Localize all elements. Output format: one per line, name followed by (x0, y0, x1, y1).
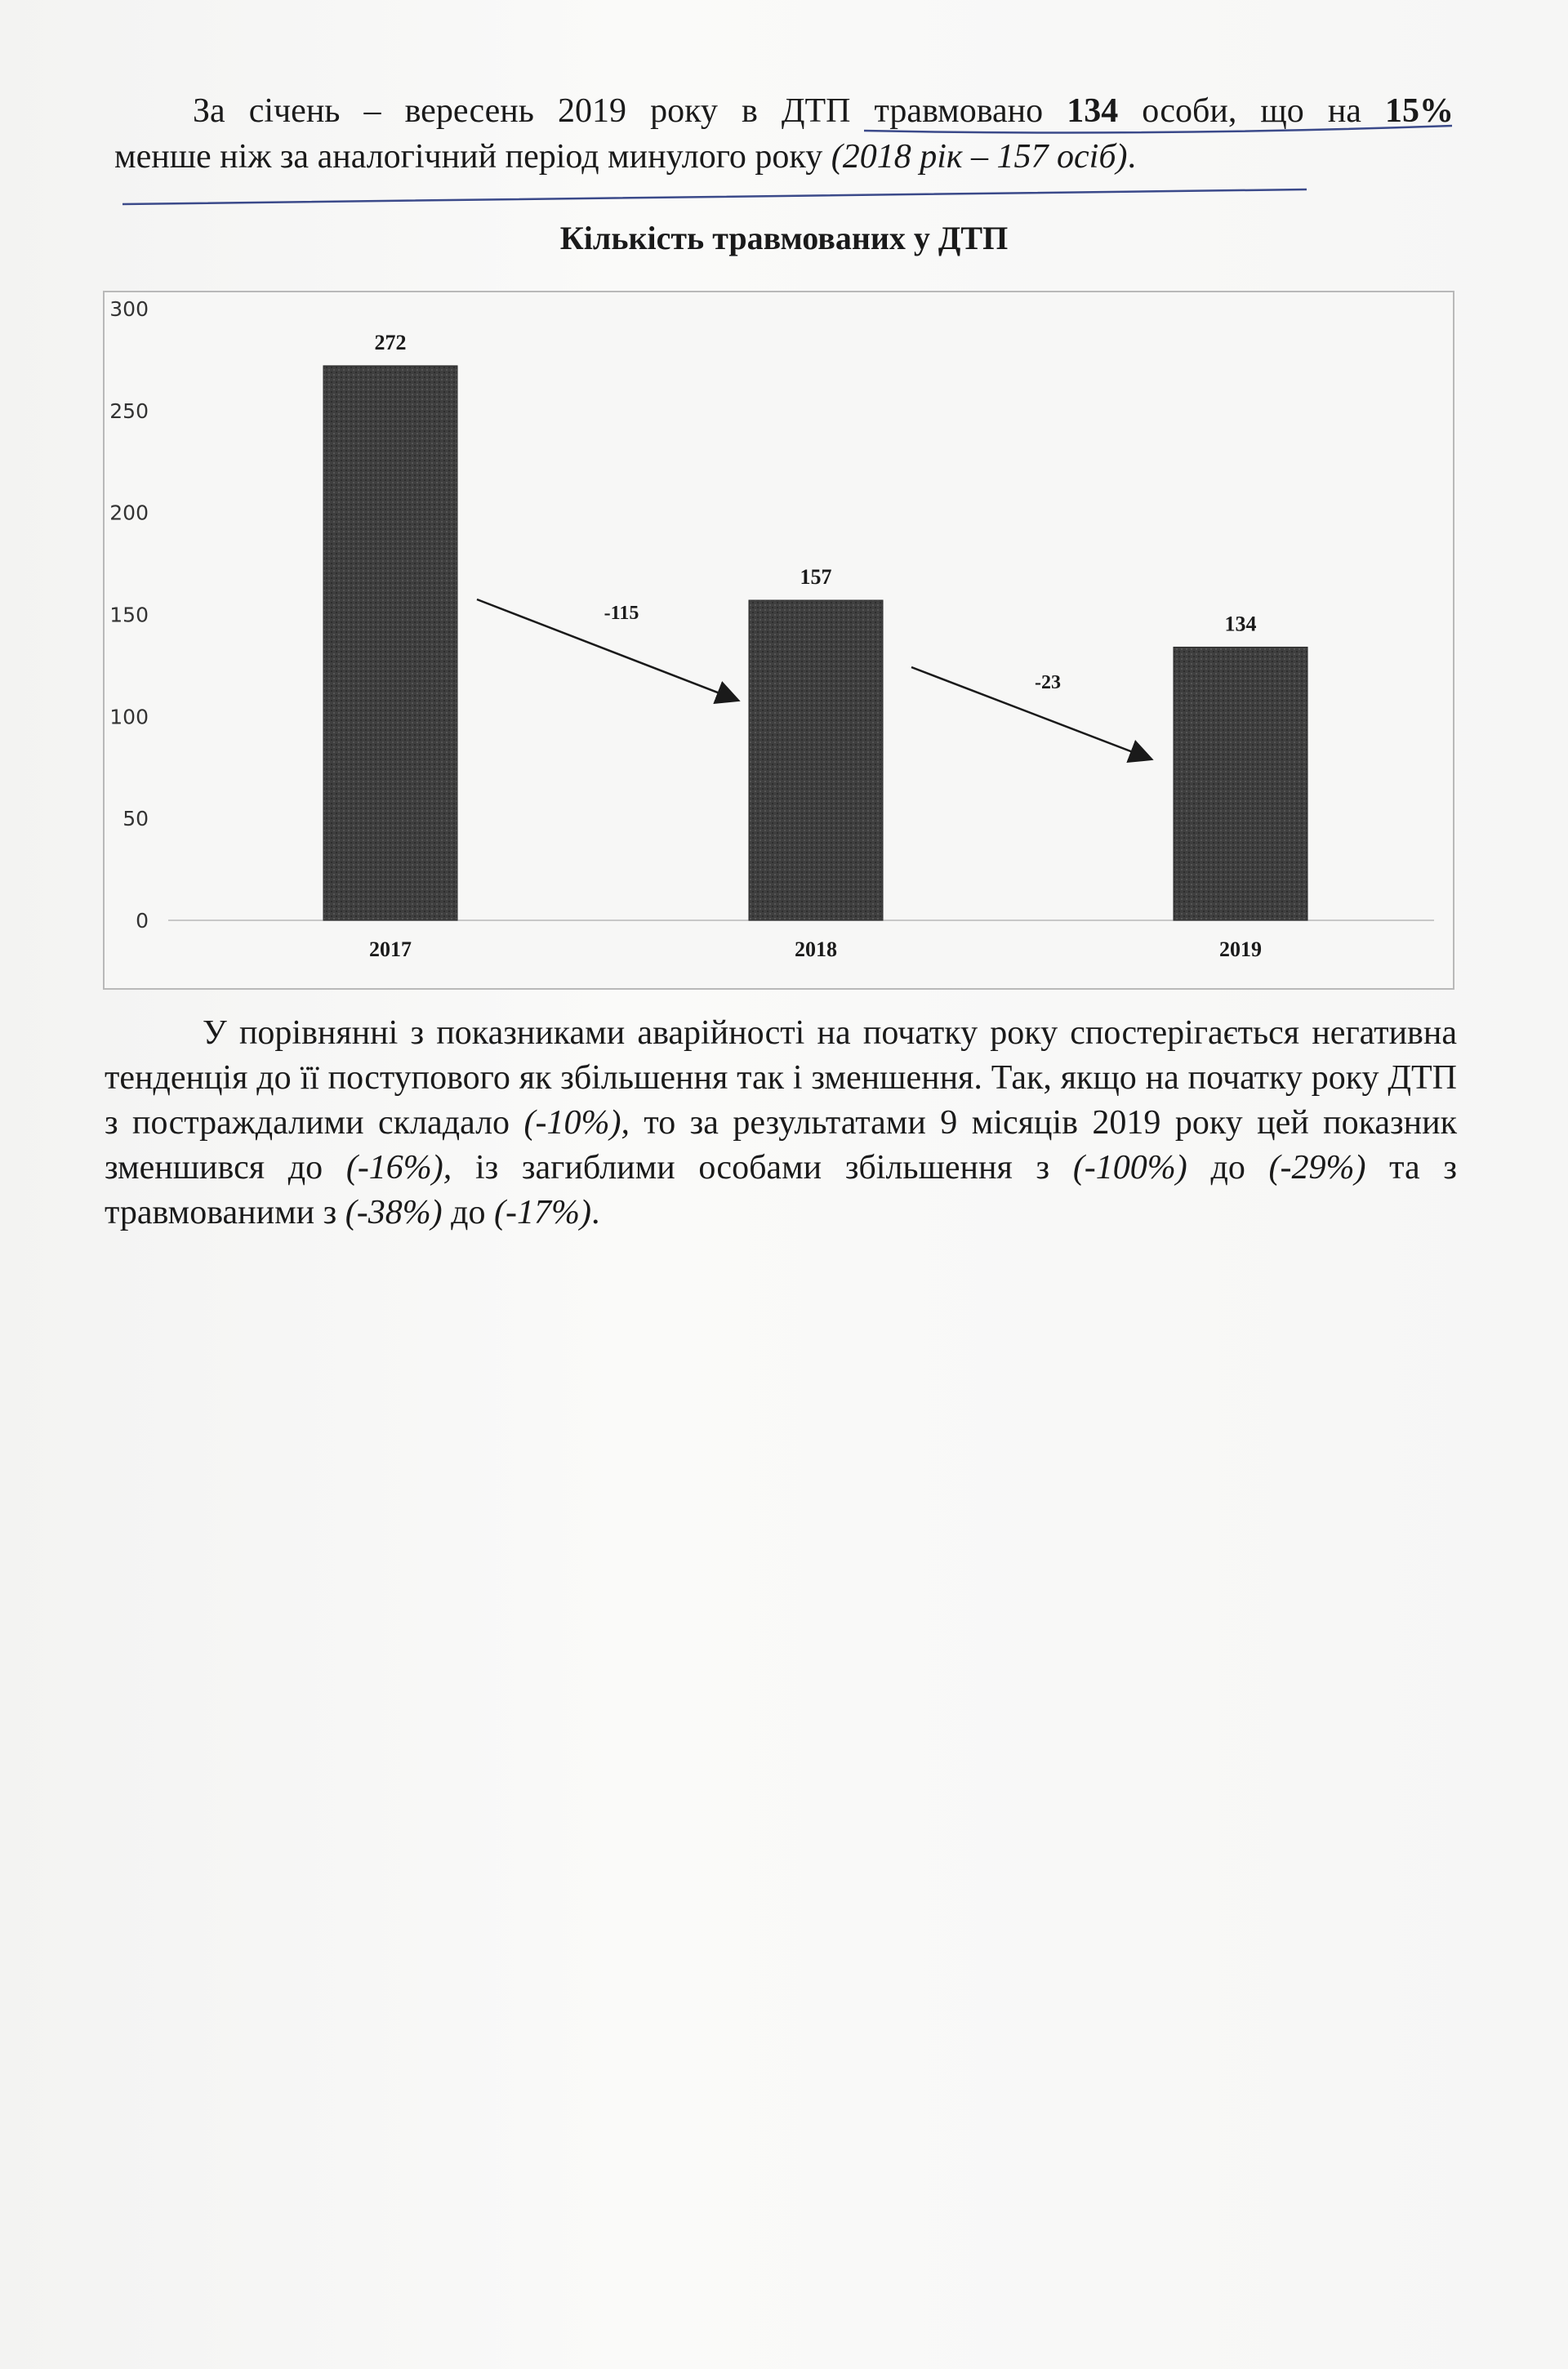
decrease-percent: 15% (1385, 92, 1454, 130)
analysis-text-2: то за результатами 9 місяців 2019 року цей показник зменшився до (105, 1104, 1457, 1187)
data-labels (375, 331, 1257, 636)
analysis-text-4: до (1187, 1149, 1269, 1187)
analysis-text-1: У порівнянні з показниками аварійності на початку року спостерігається негативна тенденція до її поступового як збільшення так і зменшення. Так, якщо на початку року ДТП з постраждалими складало (105, 1014, 1457, 1142)
injured-count: 134 (1067, 92, 1119, 130)
injured-start-percent: (-38%) (345, 1194, 443, 1231)
trend-arrow-2 (911, 667, 1150, 759)
analysis-text-7: . (591, 1194, 600, 1231)
y-tick-label: 200 (109, 501, 149, 525)
y-tick-label: 0 (136, 909, 149, 933)
dtp-start-percent: (-10%), (523, 1104, 630, 1142)
trend-label-2: -23 (1035, 672, 1061, 693)
bar-chart (103, 291, 1454, 990)
intro-period: . (1127, 138, 1136, 176)
y-tick-label: 150 (109, 603, 149, 627)
y-tick-label: 300 (109, 297, 149, 321)
dead-start-percent: (-100%) (1072, 1149, 1187, 1187)
injured-9months-percent: (-17%) (494, 1194, 591, 1231)
data-label-2017: 272 (374, 330, 407, 354)
trend-label-1: -115 (604, 603, 639, 624)
bar-2018 (749, 600, 883, 920)
data-label-2018: 157 (800, 565, 832, 590)
x-tick-label-2019: 2019 (1219, 937, 1262, 961)
analysis-paragraph (105, 1011, 1457, 1236)
y-tick-label: 50 (122, 807, 149, 831)
bar-2017 (323, 366, 457, 920)
intro-text-2: особи, що на (1118, 92, 1386, 130)
intro-text-3: менше ніж за аналогічний період минулого року (114, 138, 831, 176)
x-tick-label-2018: 2018 (795, 937, 837, 961)
analysis-text-3: із загиблими особами збільшення з (452, 1149, 1073, 1187)
dead-9months-percent: (-29%) (1268, 1149, 1366, 1187)
previous-year-note: (2018 рік – 157 осіб) (831, 138, 1128, 176)
y-tick-label: 100 (109, 705, 149, 729)
intro-line-2 (114, 134, 1454, 180)
dtp-9months-percent: (-16%), (345, 1149, 452, 1187)
intro-text-1: За січень – вересень 2019 року в ДТП травмовано (193, 92, 1067, 130)
bar-2019 (1174, 647, 1307, 920)
analysis-text-5: та з травмованими з (105, 1149, 1457, 1231)
chart-title: Кількість травмованих у ДТП (559, 220, 1009, 256)
analysis-text-6: до (442, 1194, 495, 1231)
intro-line-1 (114, 88, 1454, 134)
bars (323, 366, 1307, 920)
y-tick-label: 250 (109, 399, 149, 423)
x-axis-labels (369, 937, 1262, 961)
data-label-2019: 134 (1224, 612, 1257, 636)
x-tick-label-2017: 2017 (369, 937, 412, 961)
intro-paragraph (114, 88, 1454, 180)
